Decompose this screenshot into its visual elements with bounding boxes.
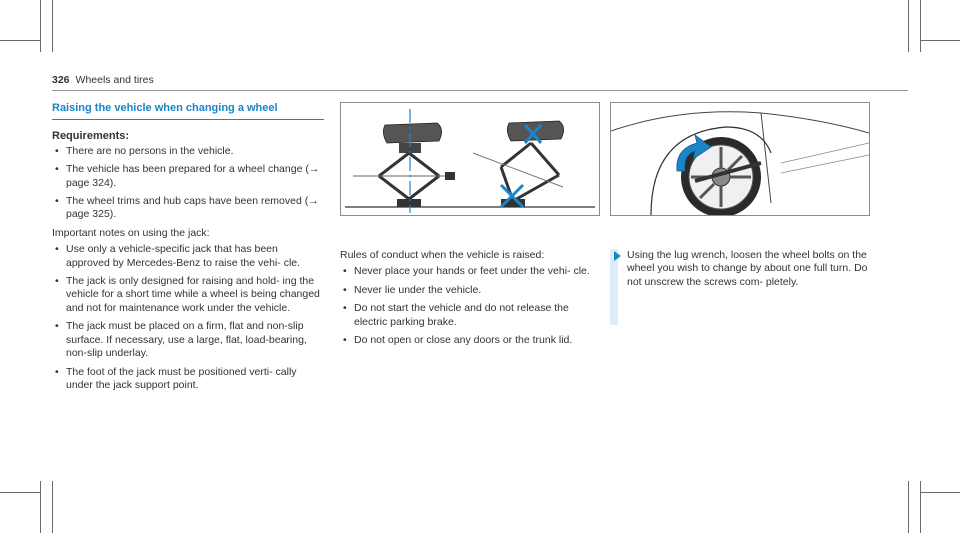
bullet-icon: •: [343, 265, 347, 278]
crop-mark: [920, 481, 921, 533]
lug-wrench-figure: [610, 102, 870, 216]
section-title: Raising the vehicle when changing a wheel: [52, 102, 324, 120]
page-header: [52, 74, 154, 86]
crop-mark: [920, 40, 960, 41]
page-number: 326: [52, 74, 70, 86]
step-arrow-icon: [614, 251, 621, 261]
bullet-icon: •: [55, 195, 59, 208]
requirements-list: [52, 145, 324, 222]
list-item: • Use only a vehicle-specific jack that has been approved by Mercedes-Benz to raise the vehi- cle.: [55, 243, 301, 269]
crop-mark: [40, 481, 41, 533]
bullet-icon: •: [55, 365, 59, 378]
lug-wrench-wheel-icon: [611, 103, 869, 215]
list-item: • Do not start the vehicle and do not release the electric parking brake.: [343, 302, 569, 328]
requirements-title: Requirements:: [52, 130, 130, 143]
bullet-icon: •: [55, 243, 59, 256]
list-item: • The foot of the jack must be positioned verti- cally under the jack support point.: [55, 365, 297, 391]
bullet-icon: •: [55, 275, 59, 288]
bullet-icon: •: [343, 283, 347, 296]
rules-list: [340, 265, 598, 347]
list-item: • The jack is only designed for raising and hold- ing the vehicle for a short time while a wheel is being changed and not for maintenance work under the vehicle.: [55, 275, 320, 314]
list-item: • The wheel trims and hub caps have been removed (→ page 325).: [55, 195, 319, 221]
jack-diagram-icon: [341, 103, 599, 215]
crop-mark: [52, 481, 53, 533]
list-item: • The vehicle has been prepared for a wheel change (→ page 324).: [55, 163, 320, 189]
notes-intro: Important notes on using the jack:: [52, 226, 210, 239]
crop-mark: [0, 492, 40, 493]
left-column: [52, 102, 324, 397]
list-item: • Never place your hands or feet under the vehi- cle.: [343, 265, 590, 278]
crop-mark: [920, 0, 921, 52]
instruction-step: [610, 249, 868, 289]
crop-mark: [0, 40, 40, 41]
crop-mark: [908, 0, 909, 52]
right-column: [610, 102, 868, 289]
bullet-icon: •: [343, 302, 347, 315]
middle-column: [340, 102, 598, 352]
list-item: • Never lie under the vehicle.: [343, 283, 482, 296]
list-item: • There are no persons in the vehicle.: [55, 144, 234, 157]
bullet-icon: •: [55, 320, 59, 333]
step-text: Using the lug wrench, loosen the wheel bolts on the wheel you wish to change by about one full turn. Do not unscrew the screws com- pletely.: [627, 249, 868, 288]
jack-diagram-figure: [340, 102, 600, 216]
bullet-icon: •: [343, 334, 347, 347]
header-rule: [52, 90, 908, 91]
crop-mark: [908, 481, 909, 533]
bullet-icon: •: [55, 163, 59, 176]
crop-mark: [40, 0, 41, 52]
list-item: • Do not open or close any doors or the trunk lid.: [343, 334, 573, 347]
crop-mark: [52, 0, 53, 52]
list-item: • The jack must be placed on a firm, flat and non-slip surface. If necessary, use a large, flat, load-bearing, non-slip underlay.: [55, 320, 307, 360]
rules-intro: Rules of conduct when the vehicle is raised:: [340, 249, 545, 261]
section-name: Wheels and tires: [75, 74, 154, 86]
notes-list: [52, 243, 324, 392]
bullet-icon: •: [55, 144, 59, 157]
crop-mark: [920, 492, 960, 493]
